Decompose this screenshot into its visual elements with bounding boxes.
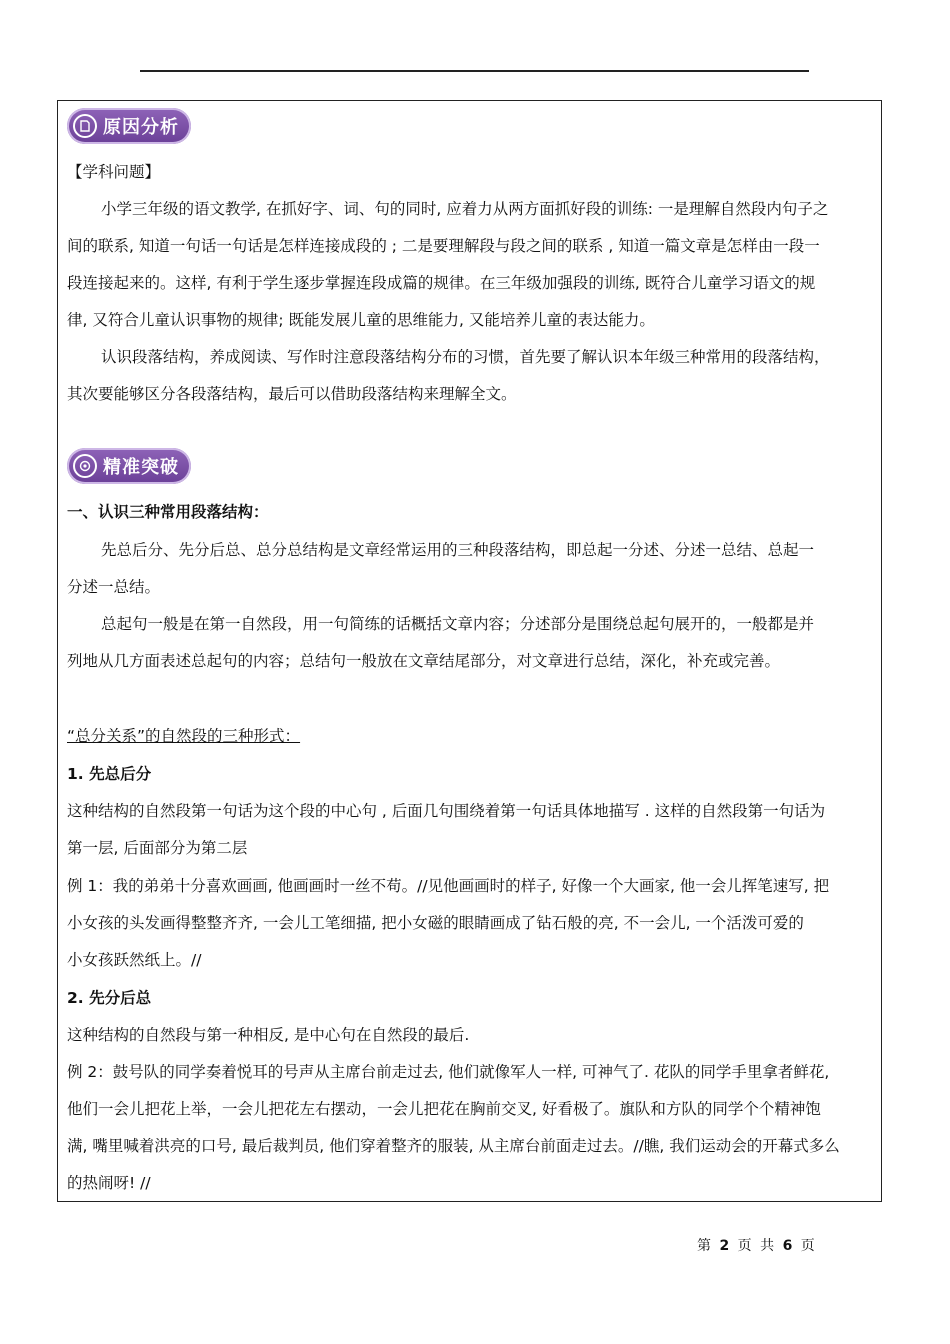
form1-title: 1. 先总后分	[67, 765, 152, 783]
section-heading: 一、认识三种常用段落结构：	[67, 503, 269, 521]
total-page-count: 6	[782, 1238, 793, 1254]
header-rule	[140, 70, 809, 72]
paragraph-line: 律, 又符合儿童认识事物的规律; 既能发展儿童的思维能力, 又能培养儿童的表达能力。	[67, 311, 655, 329]
footer-text: 共	[760, 1238, 775, 1254]
badge-label: 精准突破	[103, 457, 179, 478]
example-line: 的热闹呀! //	[67, 1174, 151, 1192]
example-line: 例 1：我的弟弟十分喜欢画画, 他画画时一丝不苟。//见他画画时的样子, 好像一个大画家, 他一会儿挥笔速写, 把	[67, 877, 830, 895]
badge-label: 原因分析	[103, 117, 179, 138]
subject-tag: 【学科问题】	[67, 163, 161, 181]
target-icon	[73, 454, 97, 478]
paragraph-line: 小学三年级的语文教学, 在抓好字、词、句的同时, 应着力从两方面抓好段的训练: 一是理解自然段内句子之	[101, 200, 829, 218]
page-footer	[697, 1235, 819, 1255]
form2-title: 2. 先分后总	[67, 989, 152, 1007]
paragraph-line: 总起句一般是在第一自然段，用一句简练的话概括文章内容；分述部分是围绕总起句展开的，一般都是并	[101, 615, 815, 633]
footer-text: 页	[800, 1238, 815, 1254]
footer-text: 第	[697, 1238, 711, 1254]
footer-text: 页	[737, 1238, 752, 1254]
forms-title: “总分关系”的自然段的三种形式：	[67, 727, 301, 745]
current-page-number: 2	[719, 1238, 730, 1254]
example-line: 小女孩的头发画得整整齐齐, 一会儿工笔细描, 把小女磁的眼睛画成了钻石般的亮, 不一会儿, 一个活泼可爱的	[67, 914, 804, 932]
example-line: 他们一会儿把花上举，一会儿把花左右摆动，一会儿把花在胸前交叉, 好看极了。旗队和方队的同学个个精神饱	[67, 1100, 821, 1118]
paragraph-line: 其次要能够区分各段落结构，最后可以借助段落结构来理解全文。	[67, 385, 517, 403]
example-line: 例 2：鼓号队的同学奏着悦耳的号声从主席台前走过去, 他们就像军人一样, 可神气了. 花队的同学手里拿者鲜花,	[67, 1063, 830, 1081]
example-line: 小女孩跃然纸上。//	[67, 951, 202, 969]
paragraph-line: 段连接起来的。这样, 有利于学生逐步掌握连段成篇的规律。在三年级加强段的训练, 既符合儿童学习语文的规	[67, 274, 816, 292]
paragraph-line: 第一层, 后面部分为第二层	[67, 839, 248, 857]
paragraph-line: 间的联系, 知道一句话一句话是怎样连接成段的 ; 二是要理解段与段之间的联系 , 知道一篇文章是怎样由一段一	[67, 237, 820, 255]
paragraph-line: 认识段落结构，养成阅读、写作时注意段落结构分布的习惯，首先要了解认识本年级三种常用的段落结构，	[101, 348, 830, 366]
paragraph-line: 分述一总结。	[67, 578, 161, 596]
example-line: 满, 嘴里喊着洪亮的口号, 最后裁判员, 他们穿着整齐的服装, 从主席台前面走过去。//瞧, 我们运动会的开幕式多么	[67, 1137, 840, 1155]
paragraph-line: 这种结构的自然段与第一种相反, 是中心句在自然段的最后.	[67, 1026, 470, 1044]
paragraph-line: 列地从几方面表述总起句的内容；总结句一般放在文章结尾部分，对文章进行总结，深化，补充或完善。	[67, 652, 781, 670]
badge-cause-analysis	[67, 108, 191, 144]
document-icon	[73, 114, 97, 138]
paragraph-line: 这种结构的自然段第一句话为这个段的中心句 , 后面几句围绕着第一句话具体地描写 . 这样的自然段第一句话为	[67, 802, 826, 820]
badge-precise-breakthrough	[67, 448, 191, 484]
paragraph-line: 先总后分、先分后总、总分总结构是文章经常运用的三种段落结构，即总起一分述、分述一总结、总起一	[101, 541, 815, 559]
